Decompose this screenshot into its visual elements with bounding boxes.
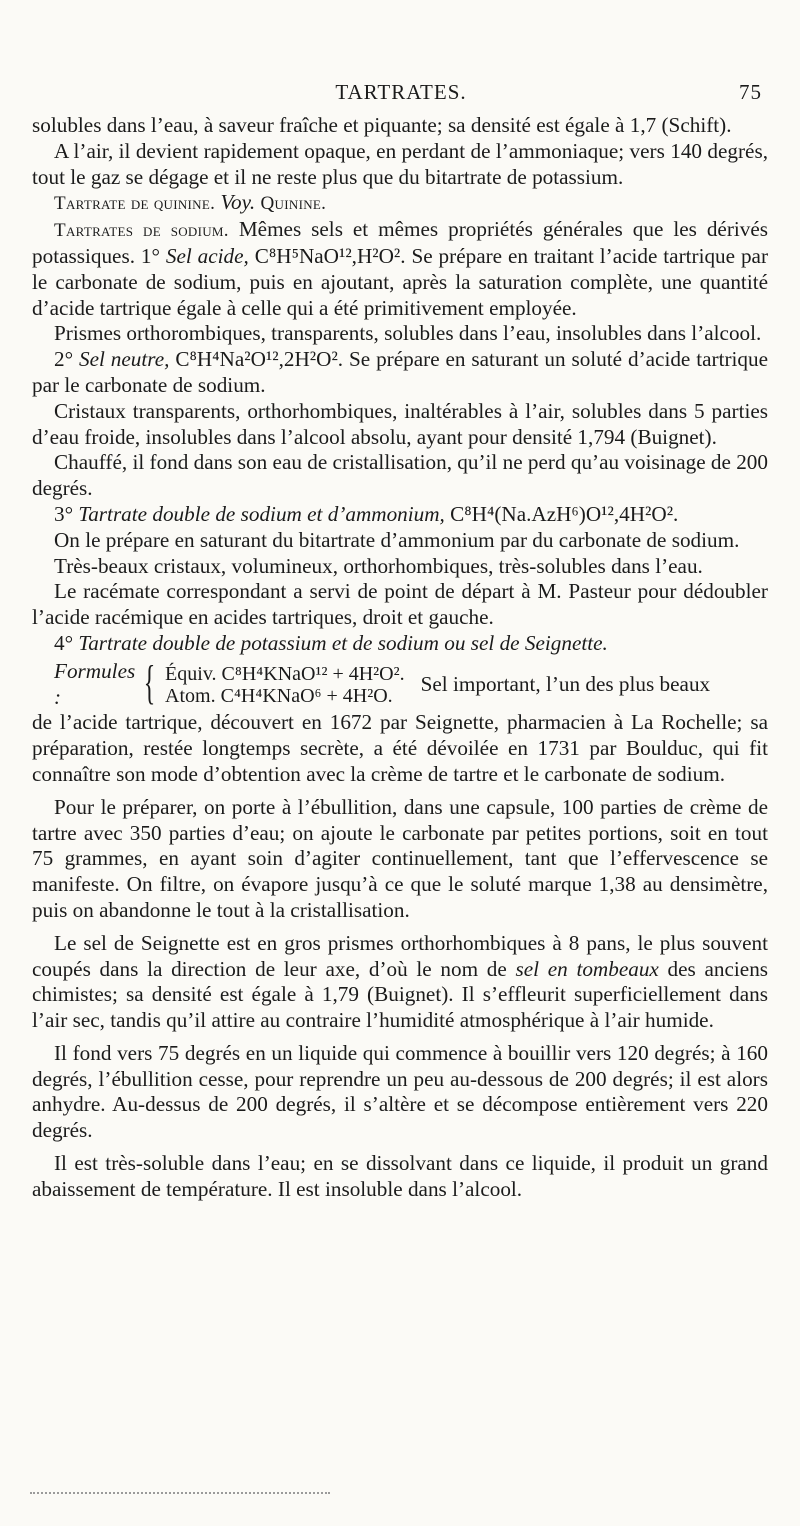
paragraph: Il fond vers 75 degrés en un liquide qui commence à bouillir vers 120 degrés; à 160 degrés, l’ébullition cesse, pour reprendre un peu au-dessous de 200 degrés; il est alors anhydre. Au-dessus de 200 degrés, il s’altère et se décompose entièrement vers 220 degrés. <box>32 1040 768 1143</box>
paragraph <box>32 347 768 399</box>
italic-term: Tartrate double de sodium et d’ammonium, <box>78 501 445 526</box>
text-run: Le sel de Seignette est en gros prismes orthorhombiques à 8 pans, le plus souvent coupés dans la direction de leur axe, d’où le nom de <box>32 930 768 981</box>
paragraph: Pour le préparer, on porte à l’ébullition, dans une capsule, 100 parties de crème de tartre avec 350 parties d’eau; on ajoute le carbonate par petites portions, soit en tout 75 grammes, en ayant soin d’agiter continuellement, tant que l’effervescence se manifeste. On filtre, on évapore jusqu’à ce que le soluté marque 1,38 au densimètre, puis on abandonne le tout à la cristallisation. <box>32 794 768 922</box>
italic-term: Sel acide, <box>165 243 249 268</box>
text-body <box>32 113 768 1203</box>
paragraph: Très-beaux cristaux, volumineux, orthorhombiques, très-solubles dans l’eau. <box>54 553 703 578</box>
paragraph: Prismes orthorombiques, transparents, solubles dans l’eau, insolubles dans l’alcool. <box>54 321 762 346</box>
paragraph: de l’acide tartrique, découvert en 1672 par Seignette, pharmacien à La Rochelle; sa préparation, restée longtemps secrète, a été dévoilée en 1731 par Boulduc, qui fit connaître son mode d’obtention avec la crème de tartre et le carbonate de sodium. <box>32 710 768 786</box>
formula-label: Formules : <box>54 658 136 709</box>
paragraph <box>32 931 768 1034</box>
text-run: C⁸H⁴(Na.AzH⁶)O¹²,4H²O². <box>450 501 679 526</box>
text-run: Mêmes sels et mêmes propriétés générales que les dérivés potassiques. 1° <box>32 217 769 268</box>
entry-heading: Tartrate de quinine. <box>54 193 216 215</box>
paragraph: Il est très-soluble dans l’eau; en se dissolvant dans ce liquide, il produit un grand abaissement de température. Il est insoluble dans l’alcool. <box>32 1151 768 1201</box>
text-run: C⁸H⁴Na²O¹²,2H²O². Se prépare en saturant un soluté d’acide tartrique par le carbonate de sodium. <box>32 347 769 397</box>
text-run: 3° <box>54 501 74 526</box>
brace-glyph: { <box>143 655 156 709</box>
entry-quinine <box>32 190 768 217</box>
text-run: ou <box>444 630 466 655</box>
formula-block <box>54 655 768 711</box>
italic-term: Tartrate double de potassium et de sodium <box>78 630 439 655</box>
paragraph: Chauffé, il fond dans son eau de cristallisation, qu’il ne perd qu’au voisinage de 200 degrés. <box>32 450 768 501</box>
cross-reference: Quinine. <box>260 193 327 215</box>
running-header <box>32 80 770 110</box>
see-also: Voy. <box>220 190 256 215</box>
running-title: TARTRATES. <box>335 80 467 104</box>
text-run: des anciens chimistes; sa densité est égale à 1,79 (Buignet). Il s’effleurit superficiellement dans l’air sec, tandis qu’il attire au contraire l’humidité atmosphérique à l’air humide. <box>32 956 769 1033</box>
text-run: C⁸H⁵NaO¹²,H²O². Se prépare en traitant l’acide tartrique par le carbonate de sodium, puis en ajoutant, après la saturation complète, une quantité d’acide tartrique égale à celle qui a été primitivement employée. <box>32 243 769 320</box>
formula-rest: Sel important, l’un des plus beaux <box>420 671 711 696</box>
formula-atom: Atom. C⁴H⁴KNaO⁶ + 4H²O. <box>165 684 393 707</box>
paragraph <box>32 631 768 657</box>
paragraph <box>32 502 768 528</box>
paragraph: Cristaux transparents, orthorhombiques, inaltérables à l’air, solubles dans 5 parties d’eau froide, insolubles dans l’alcool absolu, ayant pour densité 1,794 (Buignet). <box>32 398 768 449</box>
text-run: 4° <box>54 630 74 655</box>
footer-dotted-rule <box>30 1492 330 1494</box>
entry-heading: Tartrates de sodium. <box>54 220 229 242</box>
paragraph: solubles dans l’eau, à saveur fraîche et piquante; sa densité est égale à 1,7 (Schift). <box>32 113 732 137</box>
italic-term: sel en tombeaux <box>515 956 659 981</box>
page-number: 75 <box>739 80 762 104</box>
formula-lines <box>165 663 405 707</box>
text-run: 2° <box>54 347 74 372</box>
italic-term: sel de Seignette. <box>470 630 608 655</box>
paragraph: Le racémate correspondant a servi de point de départ à M. Pasteur pour dédoubler l’acide racémique en acides tartriques, droit et gauche. <box>32 579 768 630</box>
paragraph: On le prépare en saturant du bitartrate d’ammonium par du carbonate de sodium. <box>54 527 740 552</box>
italic-term: Sel neutre, <box>78 347 170 372</box>
paragraph: A l’air, il devient rapidement opaque, en perdant de l’ammoniaque; vers 140 degrés, tout le gaz se dégage et il ne reste plus que du bitartrate de potassium. <box>32 138 768 189</box>
entry-sodium <box>32 217 768 321</box>
formula-equiv: Équiv. C⁸H⁴KNaO¹² + 4H²O². <box>165 662 405 685</box>
